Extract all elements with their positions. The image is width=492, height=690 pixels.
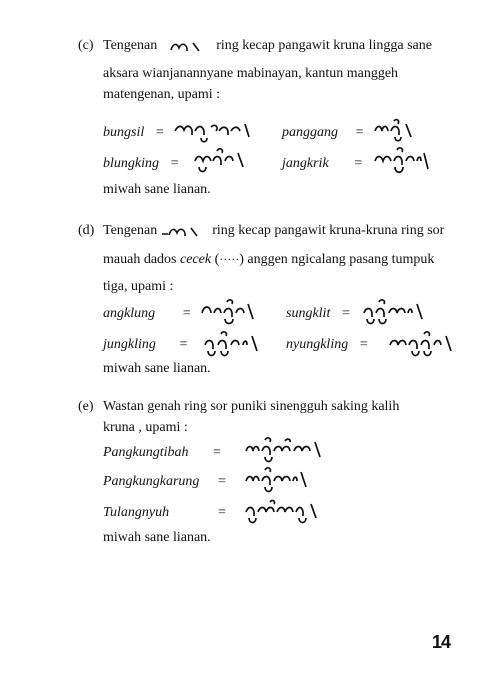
- example-jangkrik: [282, 156, 370, 172]
- section-c-line-1-rest: ring kecap pangawit kruna lingga sane: [216, 38, 432, 53]
- section-d-line-2-start: mauah dados: [103, 252, 177, 267]
- equals-sign: =: [155, 125, 165, 140]
- example-word: bungsil: [103, 125, 145, 140]
- section-d-line-2: [103, 252, 434, 268]
- example-pangkungkarung: [103, 474, 199, 490]
- equals-sign: =: [358, 337, 369, 352]
- section-c-tengenan-word: Tengenan: [103, 38, 158, 53]
- section-d-marker: (d): [78, 223, 95, 238]
- balinese-script-blungking: [193, 145, 245, 177]
- example-pangkungtibah: [103, 445, 189, 461]
- section-d-line-3: tiga, upami :: [103, 279, 174, 294]
- example-word: Tulangnyuh: [103, 505, 170, 520]
- balinese-tengenan-glyph: [169, 39, 203, 53]
- example-tulangnyuh: [103, 505, 169, 521]
- equals-sign: =: [218, 505, 226, 520]
- balinese-script-jangkrik: [373, 145, 429, 179]
- example-word: angklung: [103, 306, 156, 321]
- example-word: jungkling: [103, 337, 156, 352]
- balinese-script-jungkling: [203, 327, 259, 361]
- example-word: jangkrik: [282, 156, 329, 171]
- cecek-term: cecek: [179, 252, 212, 267]
- equals-sign: =: [218, 474, 226, 489]
- balinese-script-tulangnyuh: [244, 498, 318, 530]
- balinese-script-sungklit: [362, 295, 424, 329]
- balinese-script-pangkungkarung: [244, 465, 308, 499]
- balinese-tengenan-glyph: [161, 224, 201, 238]
- balinese-script-panggang: [373, 117, 413, 145]
- equals-sign: =: [169, 156, 180, 171]
- section-d-closing: miwah sane lianan.: [103, 361, 211, 376]
- example-sungklit: [286, 306, 358, 322]
- section-c-line-1: [103, 38, 432, 54]
- example-word: panggang: [282, 125, 338, 140]
- example-angklung: [103, 306, 199, 322]
- equals-sign: =: [354, 125, 365, 140]
- section-e-closing: miwah sane lianan.: [103, 530, 211, 545]
- example-word: Pangkungtibah: [103, 445, 189, 460]
- example-word: blungking: [103, 156, 159, 171]
- section-c-marker: (c): [78, 38, 94, 53]
- example-word: sungklit: [286, 306, 331, 321]
- open-paren: (: [214, 252, 220, 267]
- section-e-line-2: kruna , upami :: [103, 420, 188, 435]
- section-d-line-1-rest: ring kecap pangawit kruna-kruna ring sor: [212, 223, 445, 238]
- example-nyungkling: [286, 337, 376, 353]
- equals-sign: =: [213, 445, 221, 460]
- equals-sign: =: [353, 156, 363, 171]
- cecek-symbol: ·····: [219, 252, 240, 266]
- section-c-line-3: matengenan, upami :: [103, 87, 221, 102]
- example-word: nyungkling: [286, 337, 349, 352]
- balinese-script-pangkungtibah: [244, 433, 322, 467]
- section-d-line-1: [103, 223, 444, 239]
- balinese-script-angklung: [200, 295, 256, 329]
- equals-sign: =: [178, 337, 189, 352]
- page-number: 14: [432, 632, 451, 652]
- section-c-closing: miwah sane lianan.: [103, 182, 211, 197]
- example-word: Pangkungkarung: [103, 474, 200, 489]
- equals-sign: =: [341, 306, 351, 321]
- example-bungsil: [103, 125, 172, 141]
- balinese-script-nyungkling: [388, 327, 454, 361]
- example-jungkling: [103, 337, 195, 353]
- section-d-line-2-rest: ) anggen ngicalang pasang tumpuk: [239, 252, 435, 267]
- section-e-line-1: Wastan genah ring sor puniki sinengguh saking kalih: [103, 399, 400, 414]
- balinese-script-bungsil: [173, 121, 251, 147]
- section-c-line-2: aksara wianjanannyane mabinayan, kantun manggeh: [103, 66, 399, 81]
- section-e-marker: (e): [78, 399, 94, 414]
- example-blungking: [103, 156, 187, 172]
- equals-sign: =: [181, 306, 192, 321]
- section-d-tengenan-word: Tengenan: [103, 223, 158, 238]
- example-panggang: [282, 125, 372, 141]
